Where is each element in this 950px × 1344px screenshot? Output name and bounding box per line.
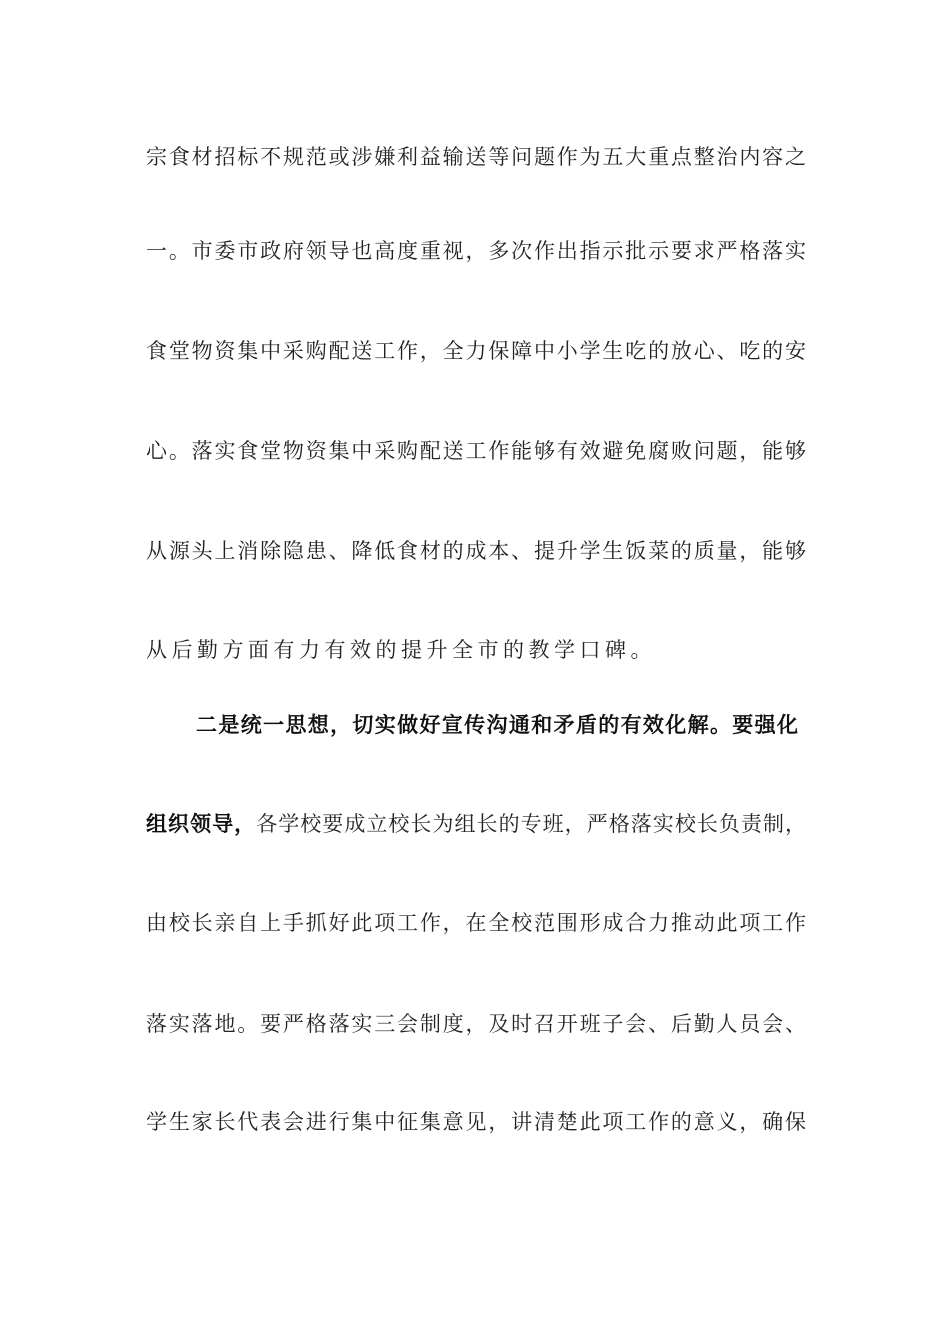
bold-phrase: 组织领导， — [146, 812, 257, 836]
paragraph-line: 宗食材招标不规范或涉嫌利益输送等问题作为五大重点整治内容之 — [146, 145, 806, 169]
paragraph-line-mixed — [146, 808, 806, 840]
paragraph-last-line: 从后勤方面有力有效的提升全市的教学口碑。 — [146, 638, 656, 662]
paragraph-line: 落实落地。要严格落实三会制度，及时召开班子会、后勤人员会、 — [146, 1012, 806, 1036]
paragraph-text: 各学校要成立校长为组长的专班，严格落实校长负责制， — [256, 812, 807, 836]
paragraph-line: 由校长亲自上手抓好此项工作，在全校范围形成合力推动此项工作 — [146, 911, 806, 935]
paragraph-line: 学生家长代表会进行集中征集意见，讲清楚此项工作的意义，确保 — [146, 1110, 806, 1134]
paragraph-line: 从源头上消除隐患、降低食材的成本、提升学生饭菜的质量，能够 — [146, 539, 806, 563]
paragraph-line: 心。落实食堂物资集中采购配送工作能够有效避免腐败问题，能够 — [146, 439, 806, 463]
section-heading: 二是统一思想，切实做好宣传沟通和矛盾的有效化解。要强化 — [196, 713, 798, 737]
paragraph-line: 食堂物资集中采购配送工作，全力保障中小学生吃的放心、吃的安 — [146, 339, 806, 363]
paragraph-line: 一。市委市政府领导也高度重视，多次作出指示批示要求严格落实 — [146, 239, 806, 263]
